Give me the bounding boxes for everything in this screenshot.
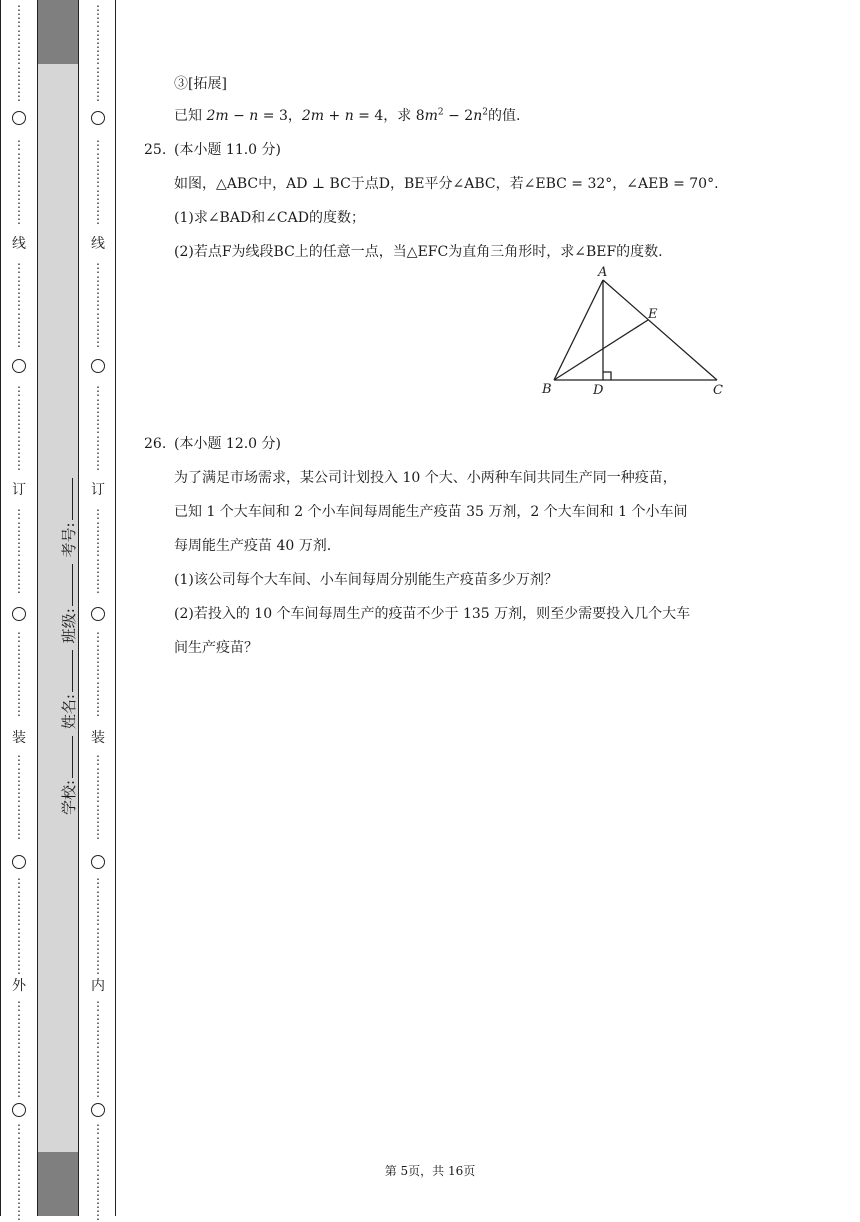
inner-column-dot: ⋮ (92, 654, 104, 669)
inner-column-dot: ⋮ (92, 556, 104, 571)
outer-column-dot: ⋮ (13, 827, 25, 842)
inner-column-dot: ⋮ (92, 162, 104, 177)
inner-column-dot: ⋮ (92, 679, 104, 694)
outer-column-dot: ⋮ (13, 1122, 25, 1137)
inner-column-dot: ⋮ (92, 937, 104, 952)
inner-column-dot: ⋮ (92, 322, 104, 337)
outer-column-dot: ⋮ (13, 199, 25, 214)
inner-column-dot: ⋮ (92, 15, 104, 30)
inner-column-circle (91, 359, 105, 373)
question-25-part1: (1)求∠BAD和∠CAD的度数； (174, 210, 365, 226)
inner-column-dot: ⋮ (92, 1134, 104, 1149)
inner-column-dot: ⋮ (92, 531, 104, 546)
inner-column-dot: ⋮ (92, 310, 104, 325)
outer-column-circle (12, 359, 26, 373)
outer-column-dot: ⋮ (13, 261, 25, 276)
band-top-block (38, 0, 78, 64)
outer-column-dot: ⋮ (13, 1146, 25, 1161)
question-25-stem: 如图，△ABC中，AD ⊥ BC于点D，BE平分∠ABC，若∠EBC = 32°，∠AEB = 70°. (174, 176, 719, 192)
outer-column-marker: 装 (7, 731, 31, 745)
outer-column-dot: ⋮ (13, 433, 25, 448)
outer-column-dot: ⋮ (13, 568, 25, 583)
outer-column-marker: 订 (7, 483, 31, 497)
outer-column-dot: ⋮ (13, 458, 25, 473)
exam-number-label: 考号: (60, 522, 78, 558)
inner-column-dot: ⋮ (92, 568, 104, 583)
outer-column-dot: ⋮ (13, 384, 25, 399)
outer-column-dot: ⋮ (13, 187, 25, 202)
outer-column-dot: ⋮ (13, 1134, 25, 1149)
question-26-line2: 已知 1 个大车间和 2 个小车间每周能生产疫苗 35 万剂，2 个大车间和 1 个小车间 (174, 504, 688, 520)
margin-border-left (0, 0, 1, 1216)
outer-column-marker: 线 (7, 237, 31, 251)
inner-column-dot: ⋮ (92, 814, 104, 829)
right-angle-mark (603, 372, 611, 380)
inner-column-dot: ⋮ (92, 1146, 104, 1161)
point-b-label: B (542, 382, 552, 397)
inner-column-dot: ⋮ (92, 408, 104, 423)
outer-column-dot: ⋮ (13, 396, 25, 411)
outer-column-dot: ⋮ (13, 3, 25, 17)
outer-column-dot: ⋮ (13, 507, 25, 522)
outer-column-dot: ⋮ (13, 765, 25, 780)
inner-column-circle (91, 111, 105, 125)
inner-column-dot: ⋮ (92, 187, 104, 202)
outer-column-circle (12, 855, 26, 869)
inner-column-dot: ⋮ (92, 212, 104, 227)
outer-column-dot: ⋮ (13, 704, 25, 719)
inner-column-dot: ⋮ (92, 1060, 104, 1075)
inner-column-dot: ⋮ (92, 1208, 104, 1222)
outer-column-dot: ⋮ (13, 1171, 25, 1186)
outer-column-dot: ⋮ (13, 298, 25, 313)
inner-column-dot: ⋮ (92, 913, 104, 928)
outer-dotted-column (7, 0, 31, 1222)
inner-column-dot: ⋮ (92, 1183, 104, 1198)
outer-column-dot: ⋮ (13, 814, 25, 829)
student-info-fields (40, 405, 76, 825)
outer-column-dot: ⋮ (13, 913, 25, 928)
inner-column-dot: ⋮ (92, 396, 104, 411)
outer-column-dot: ⋮ (13, 445, 25, 460)
outer-column-dot: ⋮ (13, 64, 25, 79)
inner-column-dot: ⋮ (92, 962, 104, 977)
inner-column-dot: ⋮ (92, 335, 104, 350)
outer-column-dot: ⋮ (13, 642, 25, 657)
question-26-line1: 为了满足市场需求，某公司计划投入 10 个大、小两种车间共同生产同一种疫苗， (174, 470, 677, 486)
outer-column-dot: ⋮ (13, 335, 25, 350)
outer-column-dot: ⋮ (13, 630, 25, 645)
point-a-label: A (598, 265, 608, 280)
inner-column-dot: ⋮ (92, 827, 104, 842)
outer-column-dot: ⋮ (13, 999, 25, 1014)
outer-column-dot: ⋮ (13, 1023, 25, 1038)
inner-column-dot: ⋮ (92, 445, 104, 460)
outer-column-dot: ⋮ (13, 790, 25, 805)
question-25-score: (本小题 11.0 分) (174, 142, 281, 158)
inner-column-dot: ⋮ (92, 1023, 104, 1038)
inner-column-dot: ⋮ (92, 777, 104, 792)
outer-column-dot: ⋮ (13, 556, 25, 571)
inner-column-dot: ⋮ (92, 458, 104, 473)
outer-column-marker: 外 (7, 979, 31, 993)
inner-column-dot: ⋮ (92, 1011, 104, 1026)
question-26-part2-line2: 间生产疫苗？ (174, 640, 258, 656)
point-e-label: E (648, 307, 658, 322)
inner-column-dot: ⋮ (92, 1048, 104, 1063)
inner-column-dot: ⋮ (92, 285, 104, 300)
question-26-part2-line1: (2)若投入的 10 个车间每周生产的疫苗不少于 135 万剂，则至少需要投入几个大车 (174, 606, 691, 622)
inner-column-dot: ⋮ (92, 89, 104, 104)
binding-margin (0, 0, 116, 1222)
name-field[interactable] (68, 650, 73, 692)
inner-column-dot: ⋮ (92, 888, 104, 903)
inner-column-dot: ⋮ (92, 1036, 104, 1051)
outer-column-dot: ⋮ (13, 150, 25, 165)
question-25-number: 25. (144, 142, 167, 158)
extension-label: ③[拓展] (174, 76, 227, 92)
outer-column-dot: ⋮ (13, 89, 25, 104)
outer-column-dot: ⋮ (13, 519, 25, 534)
question-26-line3: 每周能生产疫苗 40 万剂. (174, 538, 332, 554)
student-info-band (38, 0, 78, 1216)
outer-column-dot: ⋮ (13, 1159, 25, 1174)
inner-column-dot: ⋮ (92, 519, 104, 534)
outer-column-dot: ⋮ (13, 888, 25, 903)
question-26-part1: (1)该公司每个大车间、小车间每周分别能生产疫苗多少万剂？ (174, 572, 558, 588)
outer-column-dot: ⋮ (13, 876, 25, 891)
inner-column-dot: ⋮ (92, 1159, 104, 1174)
inner-column-dot: ⋮ (92, 507, 104, 522)
inner-column-dot: ⋮ (92, 900, 104, 915)
inner-column-dot: ⋮ (92, 64, 104, 79)
margin-border-right (115, 0, 116, 1216)
inner-column-dot: ⋮ (92, 950, 104, 965)
inner-column-circle (91, 855, 105, 869)
inner-column-dot: ⋮ (92, 691, 104, 706)
inner-column-dot: ⋮ (92, 1073, 104, 1088)
question-26-score: (本小题 12.0 分) (174, 436, 281, 452)
outer-column-dot: ⋮ (13, 1011, 25, 1026)
inner-column-marker: 订 (86, 483, 110, 497)
outer-column-dot: ⋮ (13, 802, 25, 817)
outer-column-dot: ⋮ (13, 667, 25, 682)
inner-column-dot: ⋮ (92, 704, 104, 719)
outer-column-dot: ⋮ (13, 1060, 25, 1075)
outer-column-dot: ⋮ (13, 285, 25, 300)
point-d-label: D (593, 383, 604, 398)
inner-column-marker: 线 (86, 237, 110, 251)
outer-column-dot: ⋮ (13, 421, 25, 436)
page-number: 第 5页，共 16页 (384, 1164, 476, 1178)
inner-column-dot: ⋮ (92, 999, 104, 1014)
inner-column-dot: ⋮ (92, 1196, 104, 1211)
outer-column-dot: ⋮ (13, 753, 25, 768)
inner-column-dot: ⋮ (92, 150, 104, 165)
outer-column-dot: ⋮ (13, 925, 25, 940)
inner-column-dot: ⋮ (92, 273, 104, 288)
inner-column-dot: ⋮ (92, 1171, 104, 1186)
inner-column-dot: ⋮ (92, 199, 104, 214)
outer-column-dot: ⋮ (13, 900, 25, 915)
outer-column-dot: ⋮ (13, 581, 25, 596)
outer-column-dot: ⋮ (13, 544, 25, 559)
outer-column-dot: ⋮ (13, 1036, 25, 1051)
inner-column-dot: ⋮ (92, 876, 104, 891)
inner-column-dot: ⋮ (92, 544, 104, 559)
question-26-number: 26. (144, 436, 167, 452)
outer-column-circle (12, 607, 26, 621)
outer-column-dot: ⋮ (13, 273, 25, 288)
outer-column-dot: ⋮ (13, 962, 25, 977)
name-label: 姓名: (60, 694, 78, 730)
outer-column-dot: ⋮ (13, 654, 25, 669)
inner-column-dot: ⋮ (92, 1085, 104, 1100)
outer-column-dot: ⋮ (13, 679, 25, 694)
outer-column-dot: ⋮ (13, 138, 25, 153)
inner-column-dot: ⋮ (92, 175, 104, 190)
outer-column-dot: ⋮ (13, 950, 25, 965)
outer-column-dot: ⋮ (13, 175, 25, 190)
inner-column-dot: ⋮ (92, 925, 104, 940)
inner-column-dot: ⋮ (92, 802, 104, 817)
inner-column-dot: ⋮ (92, 667, 104, 682)
exam-number-field[interactable] (68, 478, 73, 520)
inner-column-dot: ⋮ (92, 298, 104, 313)
inner-column-dot: ⋮ (92, 1122, 104, 1137)
extension-problem: 已知 2m − n = 3，2m + n = 4，求 $8m^2 - 2n^2$的值. (174, 107, 521, 124)
inner-column-dot: ⋮ (92, 581, 104, 596)
outer-column-dot: ⋮ (13, 52, 25, 67)
inner-column-dot: ⋮ (92, 39, 104, 54)
outer-column-dot: ⋮ (13, 1048, 25, 1063)
class-field[interactable] (68, 564, 73, 606)
outer-column-dot: ⋮ (13, 777, 25, 792)
inner-column-dot: ⋮ (92, 630, 104, 645)
outer-column-dot: ⋮ (13, 691, 25, 706)
inner-column-dot: ⋮ (92, 790, 104, 805)
outer-column-dot: ⋮ (13, 1183, 25, 1198)
triangle-figure (540, 262, 740, 402)
outer-column-dot: ⋮ (13, 322, 25, 337)
outer-column-dot: ⋮ (13, 162, 25, 177)
inner-column-marker: 内 (86, 979, 110, 993)
inner-column-marker: 装 (86, 731, 110, 745)
inner-column-dot: ⋮ (92, 753, 104, 768)
inner-column-circle (91, 1103, 105, 1117)
class-label: 班级: (60, 608, 78, 644)
outer-column-dot: ⋮ (13, 1073, 25, 1088)
outer-column-dot: ⋮ (13, 937, 25, 952)
school-label: 学校: (60, 779, 78, 815)
inner-column-dot: ⋮ (92, 421, 104, 436)
outer-column-dot: ⋮ (13, 39, 25, 54)
inner-dotted-column (86, 0, 110, 1222)
inner-column-circle (91, 607, 105, 621)
inner-column-dot: ⋮ (92, 138, 104, 153)
outer-column-dot: ⋮ (13, 212, 25, 227)
inner-column-dot: ⋮ (92, 52, 104, 67)
outer-column-dot: ⋮ (13, 310, 25, 325)
outer-column-dot: ⋮ (13, 15, 25, 30)
school-field[interactable] (68, 736, 73, 778)
inner-column-dot: ⋮ (92, 27, 104, 42)
inner-column-dot: ⋮ (92, 261, 104, 276)
inner-column-dot: ⋮ (92, 642, 104, 657)
point-c-label: C (713, 383, 723, 398)
outer-column-dot: ⋮ (13, 1085, 25, 1100)
outer-column-dot: ⋮ (13, 531, 25, 546)
outer-column-circle (12, 111, 26, 125)
outer-column-dot: ⋮ (13, 408, 25, 423)
inner-column-dot: ⋮ (92, 433, 104, 448)
outer-column-dot: ⋮ (13, 1196, 25, 1211)
inner-column-dot: ⋮ (92, 76, 104, 91)
outer-column-dot: ⋮ (13, 76, 25, 91)
outer-column-circle (12, 1103, 26, 1117)
outer-column-dot: ⋮ (13, 27, 25, 42)
outer-column-dot: ⋮ (13, 1208, 25, 1222)
inner-column-dot: ⋮ (92, 3, 104, 17)
inner-column-dot: ⋮ (92, 384, 104, 399)
side-ac (603, 280, 717, 380)
question-25-part2: (2)若点F为线段BC上的任意一点，当△EFC为直角三角形时，求∠BEF的度数. (174, 244, 663, 260)
inner-column-dot: ⋮ (92, 765, 104, 780)
